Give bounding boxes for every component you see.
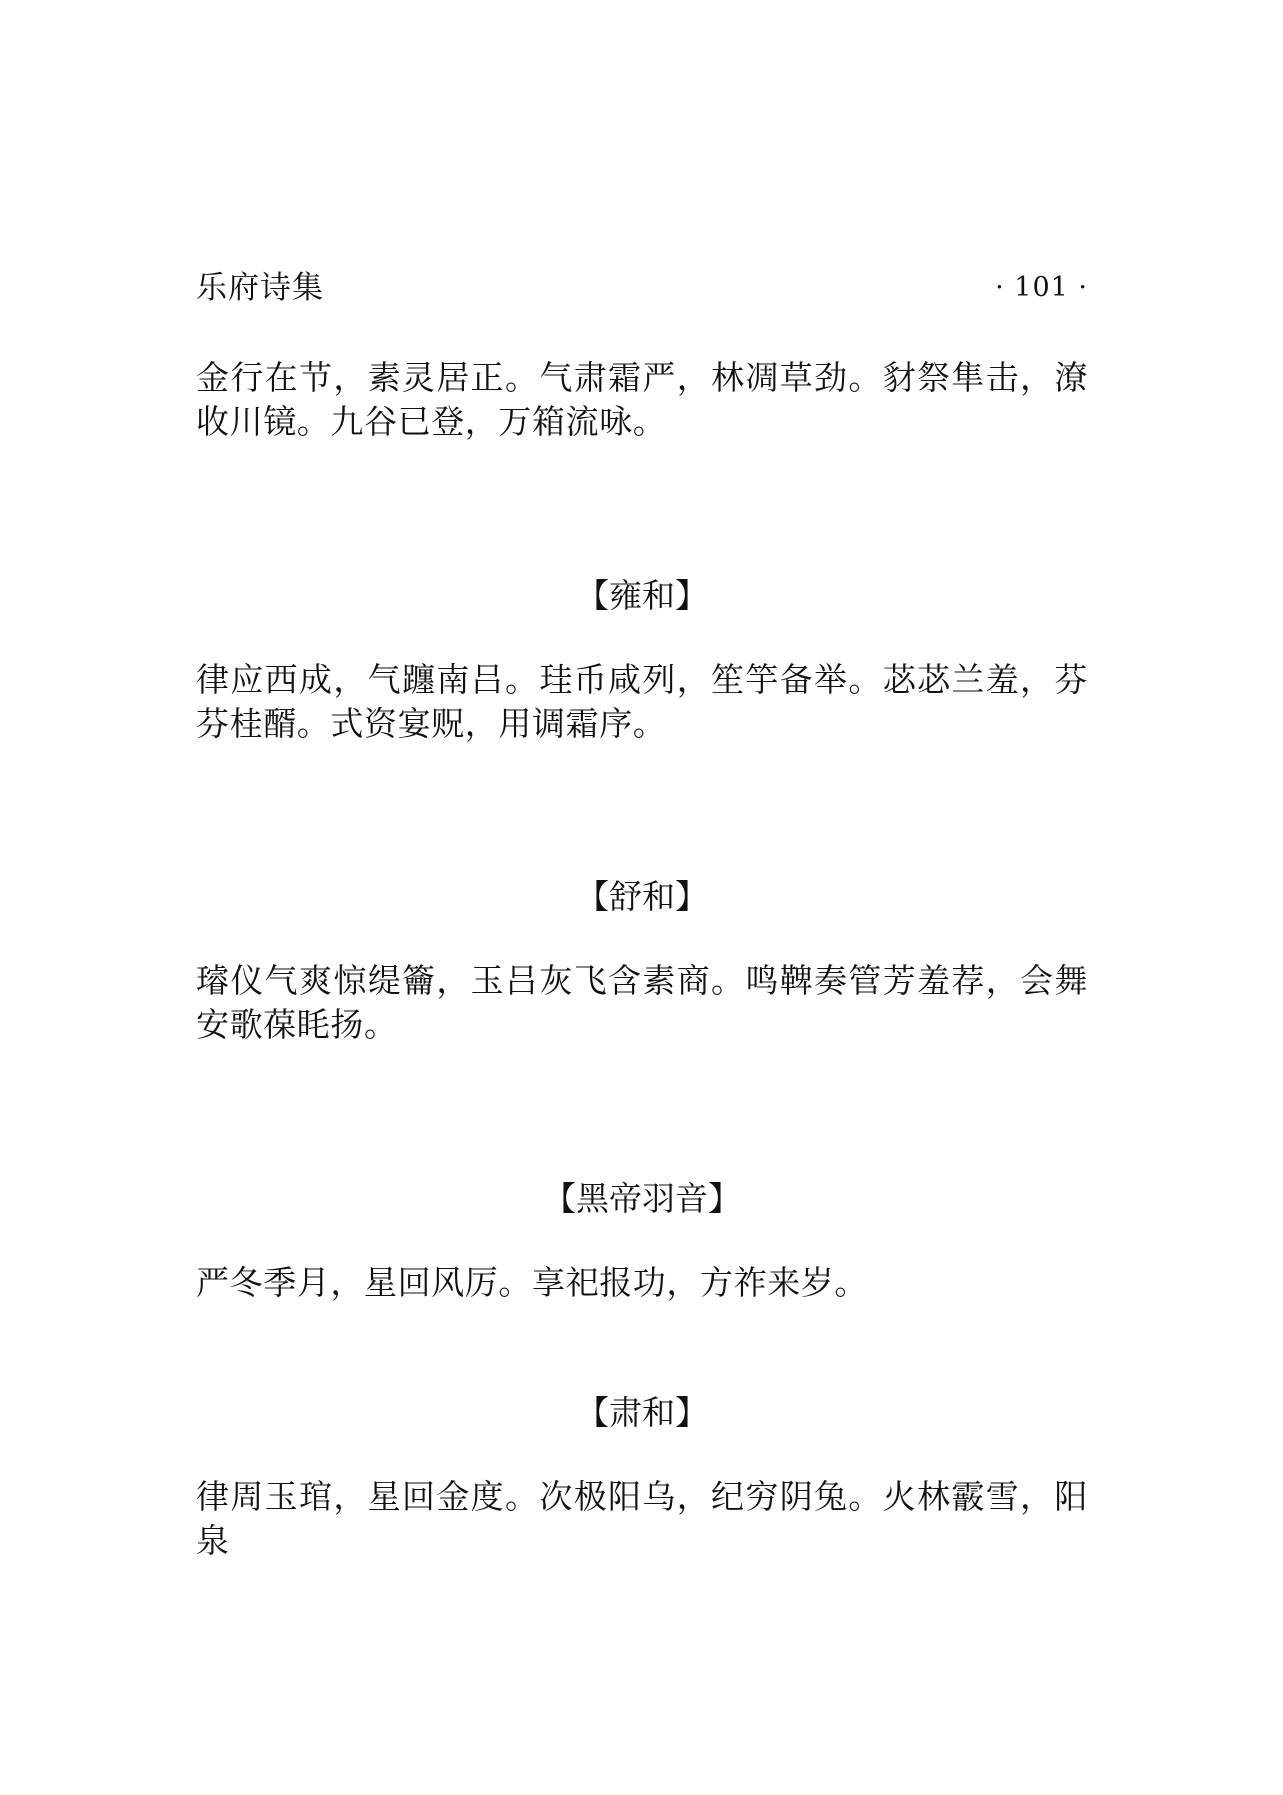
poem-block	[196, 1261, 1088, 1305]
section-heading: 【舒和】	[576, 877, 708, 916]
section-heading: 【黑帝羽音】	[543, 1179, 741, 1218]
book-title: 乐府诗集	[196, 270, 324, 306]
poem-text: 严冬季月，星回风厉。享祀报功，方祚来岁。	[196, 1263, 868, 1302]
poem-text: 璿仪气爽惊缇籥，玉吕灰飞含素商。鸣鞞奏管芳羞荐，会舞安歌葆眊扬。	[196, 961, 1088, 1044]
page-header	[196, 268, 1088, 308]
poem-block	[196, 959, 1088, 1047]
poem-block	[196, 356, 1088, 444]
poem-text: 金行在节，素灵居正。气肃霜严，林凋草劲。豺祭隼击，潦收川镜。九谷已登，万箱流咏。	[196, 358, 1088, 441]
page-number: · 101 ·	[995, 272, 1088, 303]
section-heading: 【雍和】	[576, 576, 708, 615]
poem-block	[196, 1475, 1088, 1563]
section-heading: 【肃和】	[576, 1393, 708, 1432]
poem-block	[196, 658, 1088, 746]
poem-text: 律应西成，气躔南吕。珪币咸列，笙竽备举。苾苾兰羞，芬芬桂醑。式资宴贶，用调霜序。	[196, 660, 1088, 743]
poem-text: 律周玉琯，星回金度。次极阳乌，纪穷阴兔。火林霰雪，阳泉	[196, 1477, 1088, 1560]
